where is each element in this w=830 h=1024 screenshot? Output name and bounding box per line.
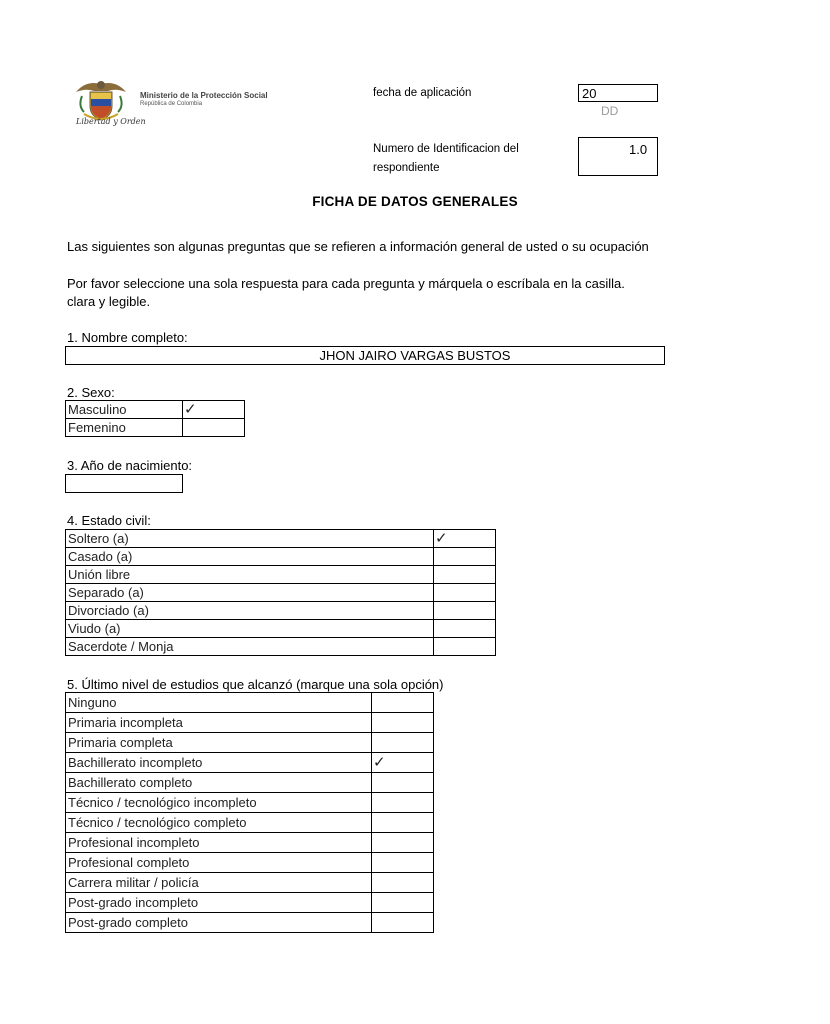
table-row	[66, 548, 496, 566]
option-label: Soltero (a)	[66, 530, 434, 548]
republic-name: República de Colombia	[140, 101, 203, 107]
bachillerato-completo-checkbox[interactable]	[372, 773, 434, 793]
option-label: Técnico / tecnológico completo	[66, 813, 372, 833]
table-row	[66, 733, 434, 753]
tecnico-completo-checkbox[interactable]	[372, 813, 434, 833]
q2-label: 2. Sexo:	[67, 385, 115, 400]
table-row	[66, 913, 434, 933]
option-label: Profesional completo	[66, 853, 372, 873]
option-label: Divorciado (a)	[66, 602, 434, 620]
option-label: Unión libre	[66, 566, 434, 584]
viudo-checkbox[interactable]	[434, 620, 496, 638]
option-label: Post-grado completo	[66, 913, 372, 933]
q3-label: 3. Año de nacimiento:	[67, 458, 193, 473]
ninguno-checkbox[interactable]	[372, 693, 434, 713]
divorciado-checkbox[interactable]	[434, 602, 496, 620]
option-label: Bachillerato incompleto	[66, 753, 372, 773]
sex-table	[65, 400, 245, 437]
intro-paragraph-3: clara y legible.	[67, 294, 151, 309]
motto-text: Libertad y Orden	[76, 117, 146, 126]
dd-label: DD	[601, 104, 619, 118]
ministry-name: Ministerio de la Protección Social	[140, 91, 268, 100]
option-label: Post-grado incompleto	[66, 893, 372, 913]
casado-checkbox[interactable]	[434, 548, 496, 566]
table-row	[66, 602, 496, 620]
table-row	[66, 638, 496, 656]
primaria-completa-checkbox[interactable]	[372, 733, 434, 753]
table-row	[66, 873, 434, 893]
femenino-checkbox[interactable]	[183, 419, 245, 437]
bachillerato-incompleto-checkbox[interactable]: ✓	[372, 753, 434, 773]
table-row	[66, 713, 434, 733]
intro-paragraph-1: Las siguientes son algunas preguntas que se refieren a información general de usted o su ocupación	[67, 239, 649, 254]
table-row	[66, 584, 496, 602]
militar-checkbox[interactable]	[372, 873, 434, 893]
option-label: Profesional incompleto	[66, 833, 372, 853]
q5-label: 5. Último nivel de estudios que alcanzó (marque una sola opción)	[67, 677, 444, 692]
table-row	[66, 693, 434, 713]
id-label: Numero de Identificacion del respondiente	[373, 143, 519, 174]
union-libre-checkbox[interactable]	[434, 566, 496, 584]
table-row	[66, 401, 245, 419]
profesional-incompleto-checkbox[interactable]	[372, 833, 434, 853]
postgrado-incompleto-checkbox[interactable]	[372, 893, 434, 913]
table-row	[66, 753, 434, 773]
option-label: Masculino	[66, 401, 183, 419]
q1-label: 1. Nombre completo:	[67, 330, 188, 345]
q4-label: 4. Estado civil:	[67, 513, 151, 528]
postgrado-completo-checkbox[interactable]	[372, 913, 434, 933]
option-label: Ninguno	[66, 693, 372, 713]
education-table	[65, 692, 434, 933]
option-label: Bachillerato completo	[66, 773, 372, 793]
table-row	[66, 793, 434, 813]
option-label: Carrera militar / policía	[66, 873, 372, 893]
fecha-field[interactable]: 20	[578, 84, 658, 102]
masculino-checkbox[interactable]: ✓	[183, 401, 245, 419]
separado-checkbox[interactable]	[434, 584, 496, 602]
table-row	[66, 853, 434, 873]
option-label: Femenino	[66, 419, 183, 437]
name-value: JHON JAIRO VARGAS BUSTOS	[319, 348, 511, 363]
option-label: Técnico / tecnológico incompleto	[66, 793, 372, 813]
soltero-checkbox[interactable]: ✓	[434, 530, 496, 548]
tecnico-incompleto-checkbox[interactable]	[372, 793, 434, 813]
option-label: Primaria completa	[66, 733, 372, 753]
id-field[interactable]: 1.0	[578, 137, 658, 176]
form-title: FICHA DE DATOS GENERALES	[312, 194, 518, 209]
option-label: Primaria incompleta	[66, 713, 372, 733]
sacerdote-checkbox[interactable]	[434, 638, 496, 656]
table-row	[66, 773, 434, 793]
option-label: Sacerdote / Monja	[66, 638, 434, 656]
table-row	[66, 833, 434, 853]
table-row	[66, 530, 496, 548]
table-row	[66, 566, 496, 584]
table-row	[66, 419, 245, 437]
profesional-completo-checkbox[interactable]	[372, 853, 434, 873]
table-row	[66, 893, 434, 913]
table-row	[66, 620, 496, 638]
fecha-label: fecha de aplicación	[373, 87, 472, 99]
primaria-incompleta-checkbox[interactable]	[372, 713, 434, 733]
table-row	[66, 813, 434, 833]
civil-status-table	[65, 529, 496, 656]
option-label: Separado (a)	[66, 584, 434, 602]
intro-paragraph-2: Por favor seleccione una sola respuesta para cada pregunta y márquela o escríbala en la casilla.	[67, 276, 625, 291]
option-label: Casado (a)	[66, 548, 434, 566]
option-label: Viudo (a)	[66, 620, 434, 638]
birth-year-field[interactable]	[65, 474, 183, 493]
